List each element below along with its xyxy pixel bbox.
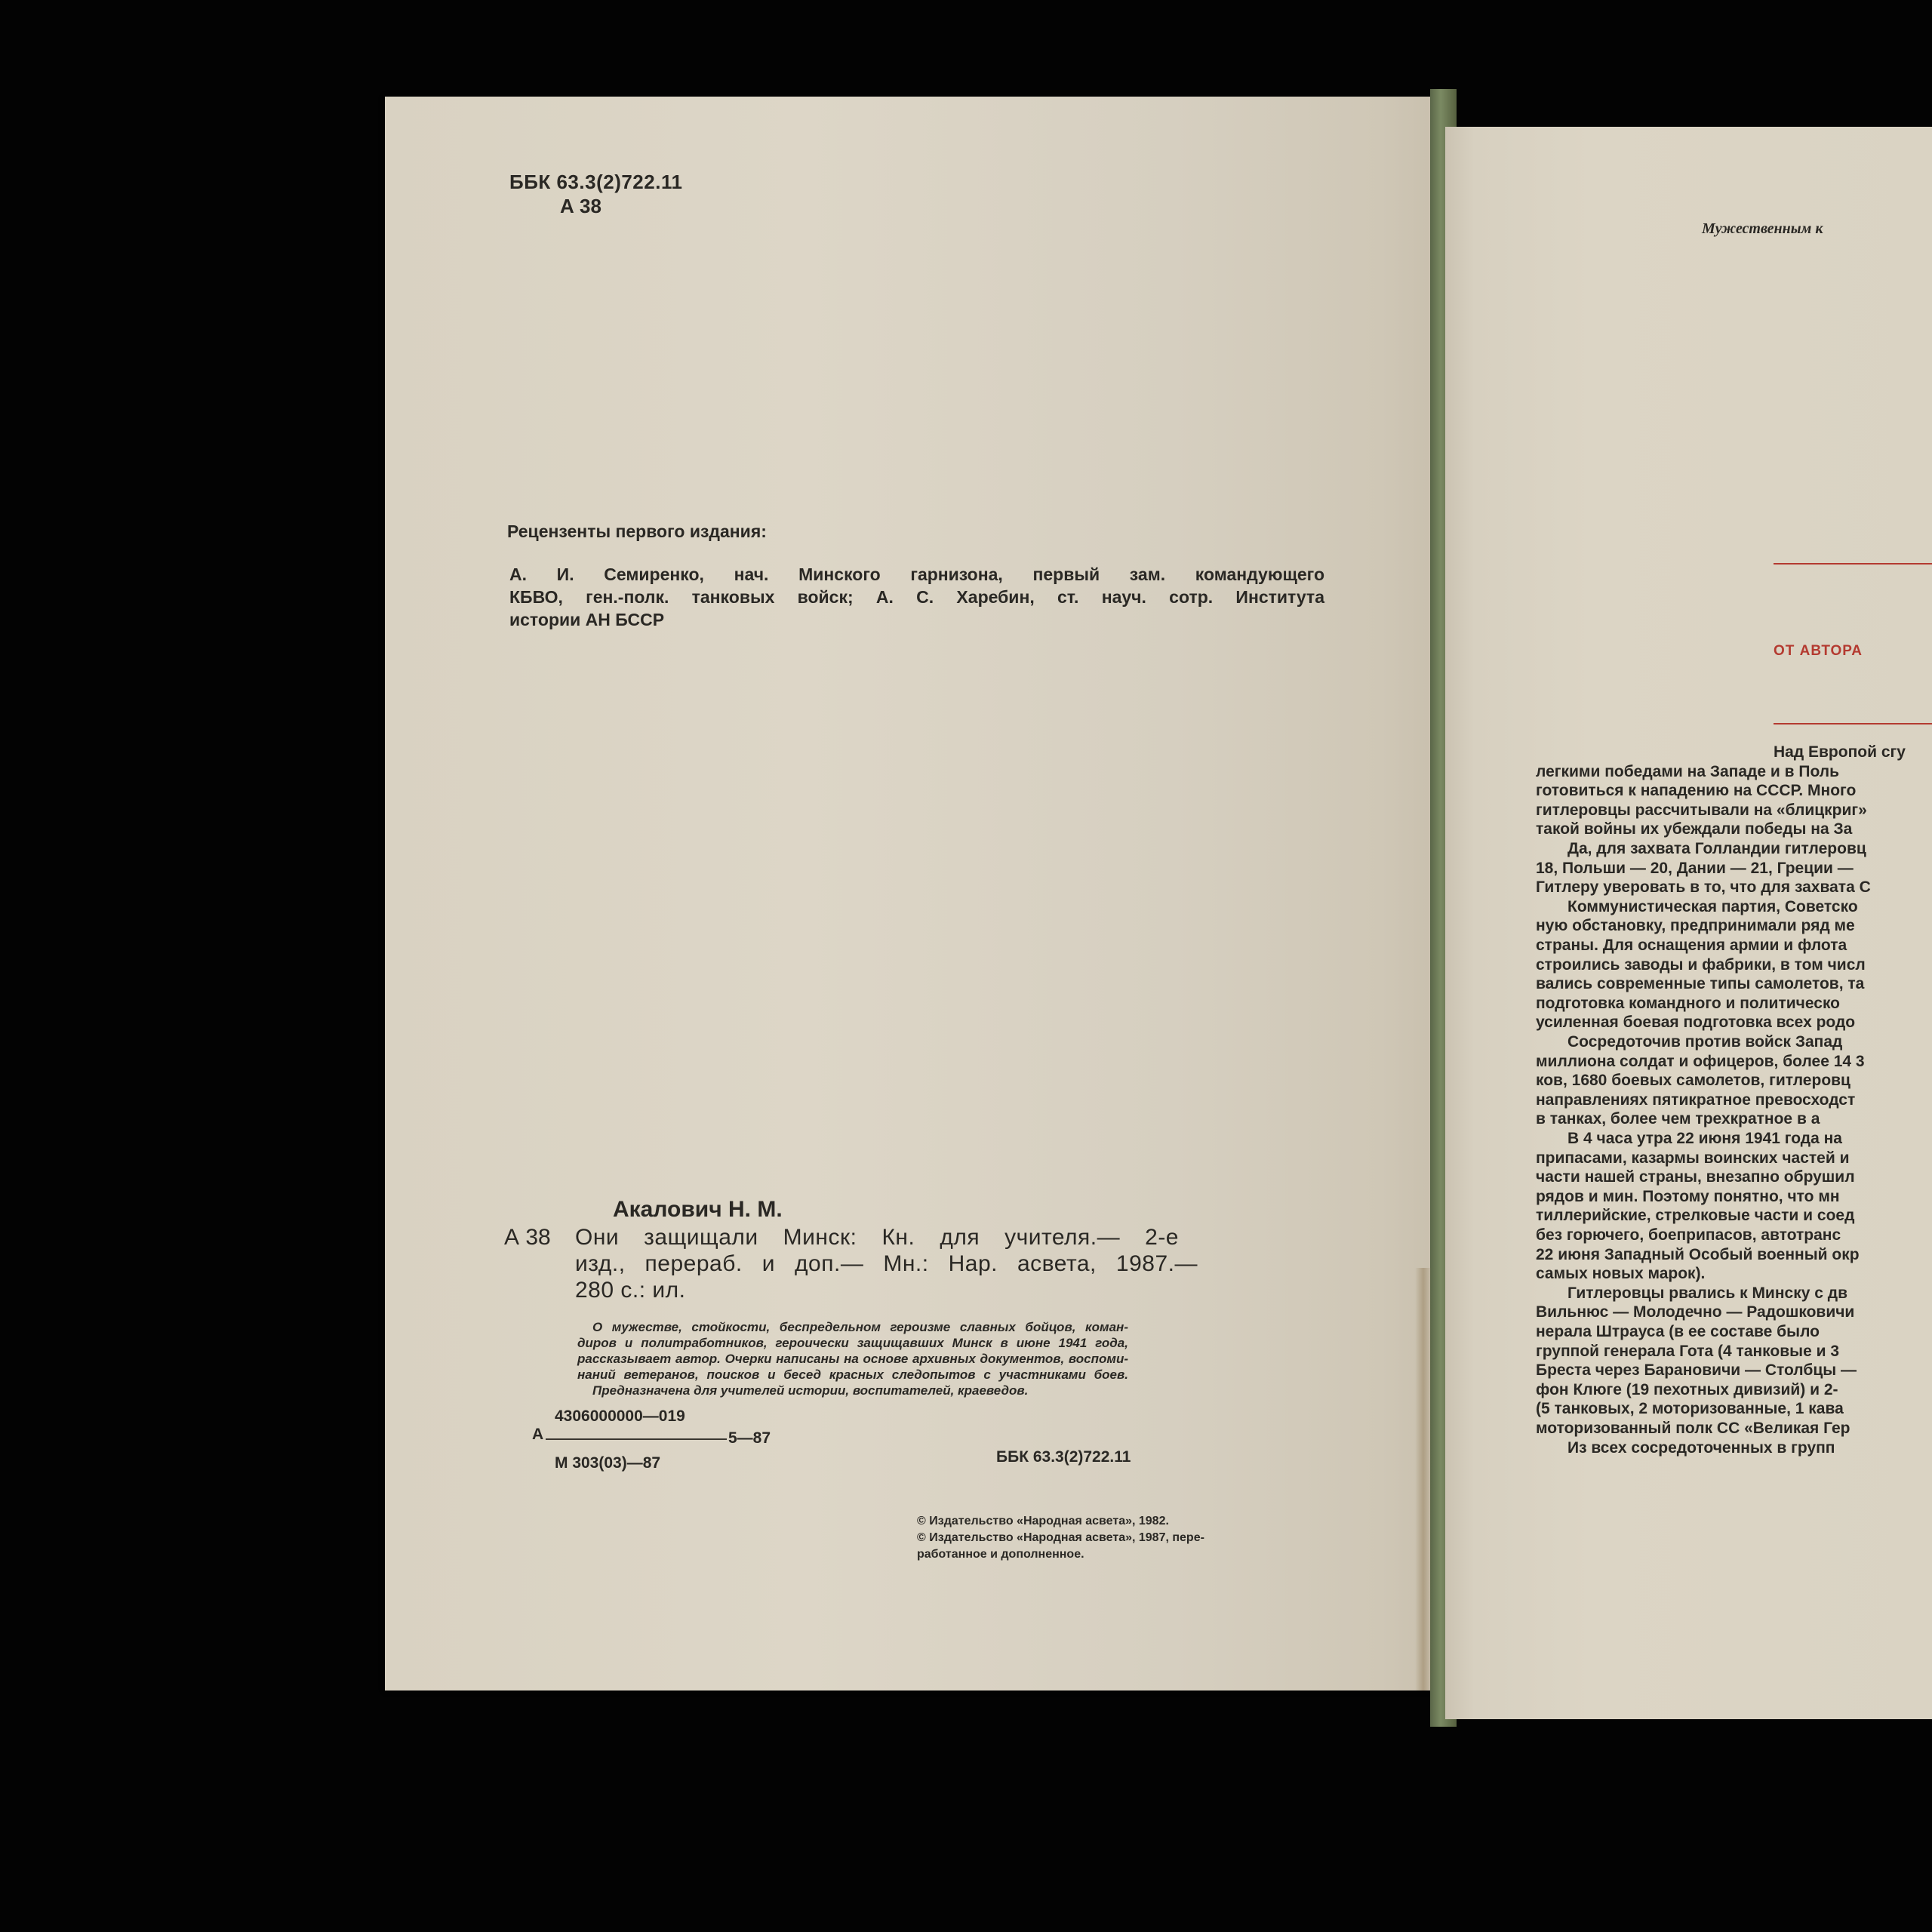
annotation-line: рассказывает автор. Очерки написаны на основе архивных документов, воспоми-	[577, 1352, 1128, 1366]
copyright-line: © Издательство «Народная асвета», 1982.	[917, 1515, 1169, 1527]
catalog-line: изд., перераб. и доп.— Мн.: Нар. асвета, 1987.—	[575, 1251, 1198, 1276]
body-line: Да, для захвата Голландии гитлеровц	[1567, 840, 1866, 857]
right-page	[1445, 127, 1932, 1719]
bbk-code: ББК 63.3(2)722.11	[509, 171, 683, 193]
body-line: Коммунистическая партия, Советско	[1567, 898, 1858, 915]
edition-code-prefix: А	[532, 1426, 544, 1443]
reviewers-line: КБВО, ген.-полк. танковых войск; А. С. Харебин, ст. науч. сотр. Института	[509, 587, 1324, 607]
body-line: 18, Польши — 20, Дании — 21, Греции —	[1536, 860, 1854, 877]
reviewers-line: истории АН БССР	[509, 610, 665, 629]
section-heading: ОТ АВТОРА	[1774, 643, 1863, 659]
copyright-line: © Издательство «Народная асвета», 1987, пере-	[917, 1531, 1204, 1544]
body-line: тиллерийские, стрелковые части и соед	[1536, 1207, 1855, 1224]
bbk-code-bottom: ББК 63.3(2)722.11	[996, 1448, 1131, 1466]
edition-code-divider	[546, 1438, 727, 1440]
edition-code-suffix: 5—87	[728, 1429, 771, 1447]
body-line: 22 июня Западный Особый военный окр	[1536, 1246, 1860, 1263]
annotation-line: О мужестве, стойкости, беспредельном героизме славных бойцов, коман-	[592, 1320, 1128, 1334]
body-line: (5 танковых, 2 моторизованные, 1 кава	[1536, 1400, 1844, 1417]
body-line: миллиона солдат и офицеров, более 14 3	[1536, 1053, 1865, 1070]
body-line: нерала Штрауса (в ее составе было	[1536, 1323, 1820, 1340]
heading-rule-bottom	[1774, 723, 1932, 724]
annotation-line: наний ветеранов, поисков и бесед красных следопытов с участниками боев.	[577, 1367, 1128, 1382]
annotation-line: диров и политработников, героически защищавших Минск в июне 1941 года,	[577, 1336, 1128, 1350]
catalog-line: 280 с.: ил.	[575, 1278, 686, 1303]
gutter-tear	[1415, 1268, 1432, 1690]
body-line: самых новых марок).	[1536, 1265, 1706, 1282]
body-line: Гитлеру уверовать в то, что для захвата С	[1536, 878, 1871, 896]
body-line: В 4 часа утра 22 июня 1941 года на	[1567, 1130, 1842, 1147]
left-page	[385, 97, 1434, 1690]
body-line: готовиться к нападению на СССР. Много	[1536, 782, 1857, 799]
body-line: Сосредоточив против войск Запад	[1567, 1033, 1843, 1051]
body-line: Вильнюс — Молодечно — Радошковичи	[1536, 1303, 1855, 1321]
body-line: Гитлеровцы рвались к Минску с дв	[1567, 1284, 1847, 1302]
body-line: такой войны их убеждали победы на За	[1536, 820, 1853, 838]
body-line: направлениях пятикратное превосходст	[1536, 1091, 1856, 1109]
reviewers-heading: Рецензенты первого издания:	[507, 521, 767, 541]
body-line: Бреста через Барановичи — Столбцы —	[1536, 1361, 1857, 1379]
annotation-line: Предназначена для учителей истории, воспитателей, краеведов.	[592, 1383, 1029, 1398]
epigraph: Мужественным к	[1702, 220, 1823, 237]
body-line: легкими победами на Западе и в Поль	[1536, 763, 1840, 780]
body-line: части нашей страны, внезапно обрушил	[1536, 1168, 1855, 1186]
body-line: Из всех сосредоточенных в групп	[1567, 1439, 1835, 1457]
body-line: вались современные типы самолетов, та	[1536, 975, 1865, 992]
body-line: Над Европой сгу	[1774, 743, 1906, 761]
bbk-index: А 38	[560, 195, 601, 217]
body-line: ную обстановку, предпринимали ряд ме	[1536, 917, 1855, 934]
body-line: ков, 1680 боевых самолетов, гитлеровц	[1536, 1072, 1850, 1089]
catalog-index: А 38	[504, 1225, 551, 1250]
edition-code-top: 4306000000—019	[555, 1407, 685, 1425]
edition-code-bottom: М 303(03)—87	[555, 1454, 661, 1472]
copyright-line: работанное и дополненное.	[917, 1548, 1084, 1561]
body-line: страны. Для оснащения армии и флота	[1536, 937, 1847, 954]
body-line: рядов и мин. Поэтому понятно, что мн	[1536, 1188, 1840, 1205]
body-line: в танках, более чем трехкратное в а	[1536, 1110, 1820, 1128]
catalog-line: Они защищали Минск: Кн. для учителя.— 2-е	[575, 1225, 1179, 1250]
body-line: фон Клюге (19 пехотных дивизий) и 2-	[1536, 1381, 1838, 1398]
body-line: группой генерала Гота (4 танковые и 3	[1536, 1343, 1840, 1360]
body-line: моторизованный полк СС «Великая Гер	[1536, 1420, 1850, 1437]
heading-rule-top	[1774, 563, 1932, 565]
body-line: подготовка командного и политическо	[1536, 995, 1840, 1012]
author-name: Акалович Н. М.	[613, 1197, 783, 1222]
body-line: гитлеровцы рассчитывали на «блицкриг»	[1536, 801, 1867, 819]
body-line: усиленная боевая подготовка всех родо	[1536, 1014, 1856, 1031]
body-line: без горючего, боеприпасов, автотранс	[1536, 1226, 1841, 1244]
body-line: припасами, казармы воинских частей и	[1536, 1149, 1850, 1167]
reviewers-line: А. И. Семиренко, нач. Минского гарнизона, первый зам. командующего	[509, 565, 1324, 584]
body-line: строились заводы и фабрики, в том числ	[1536, 956, 1866, 974]
